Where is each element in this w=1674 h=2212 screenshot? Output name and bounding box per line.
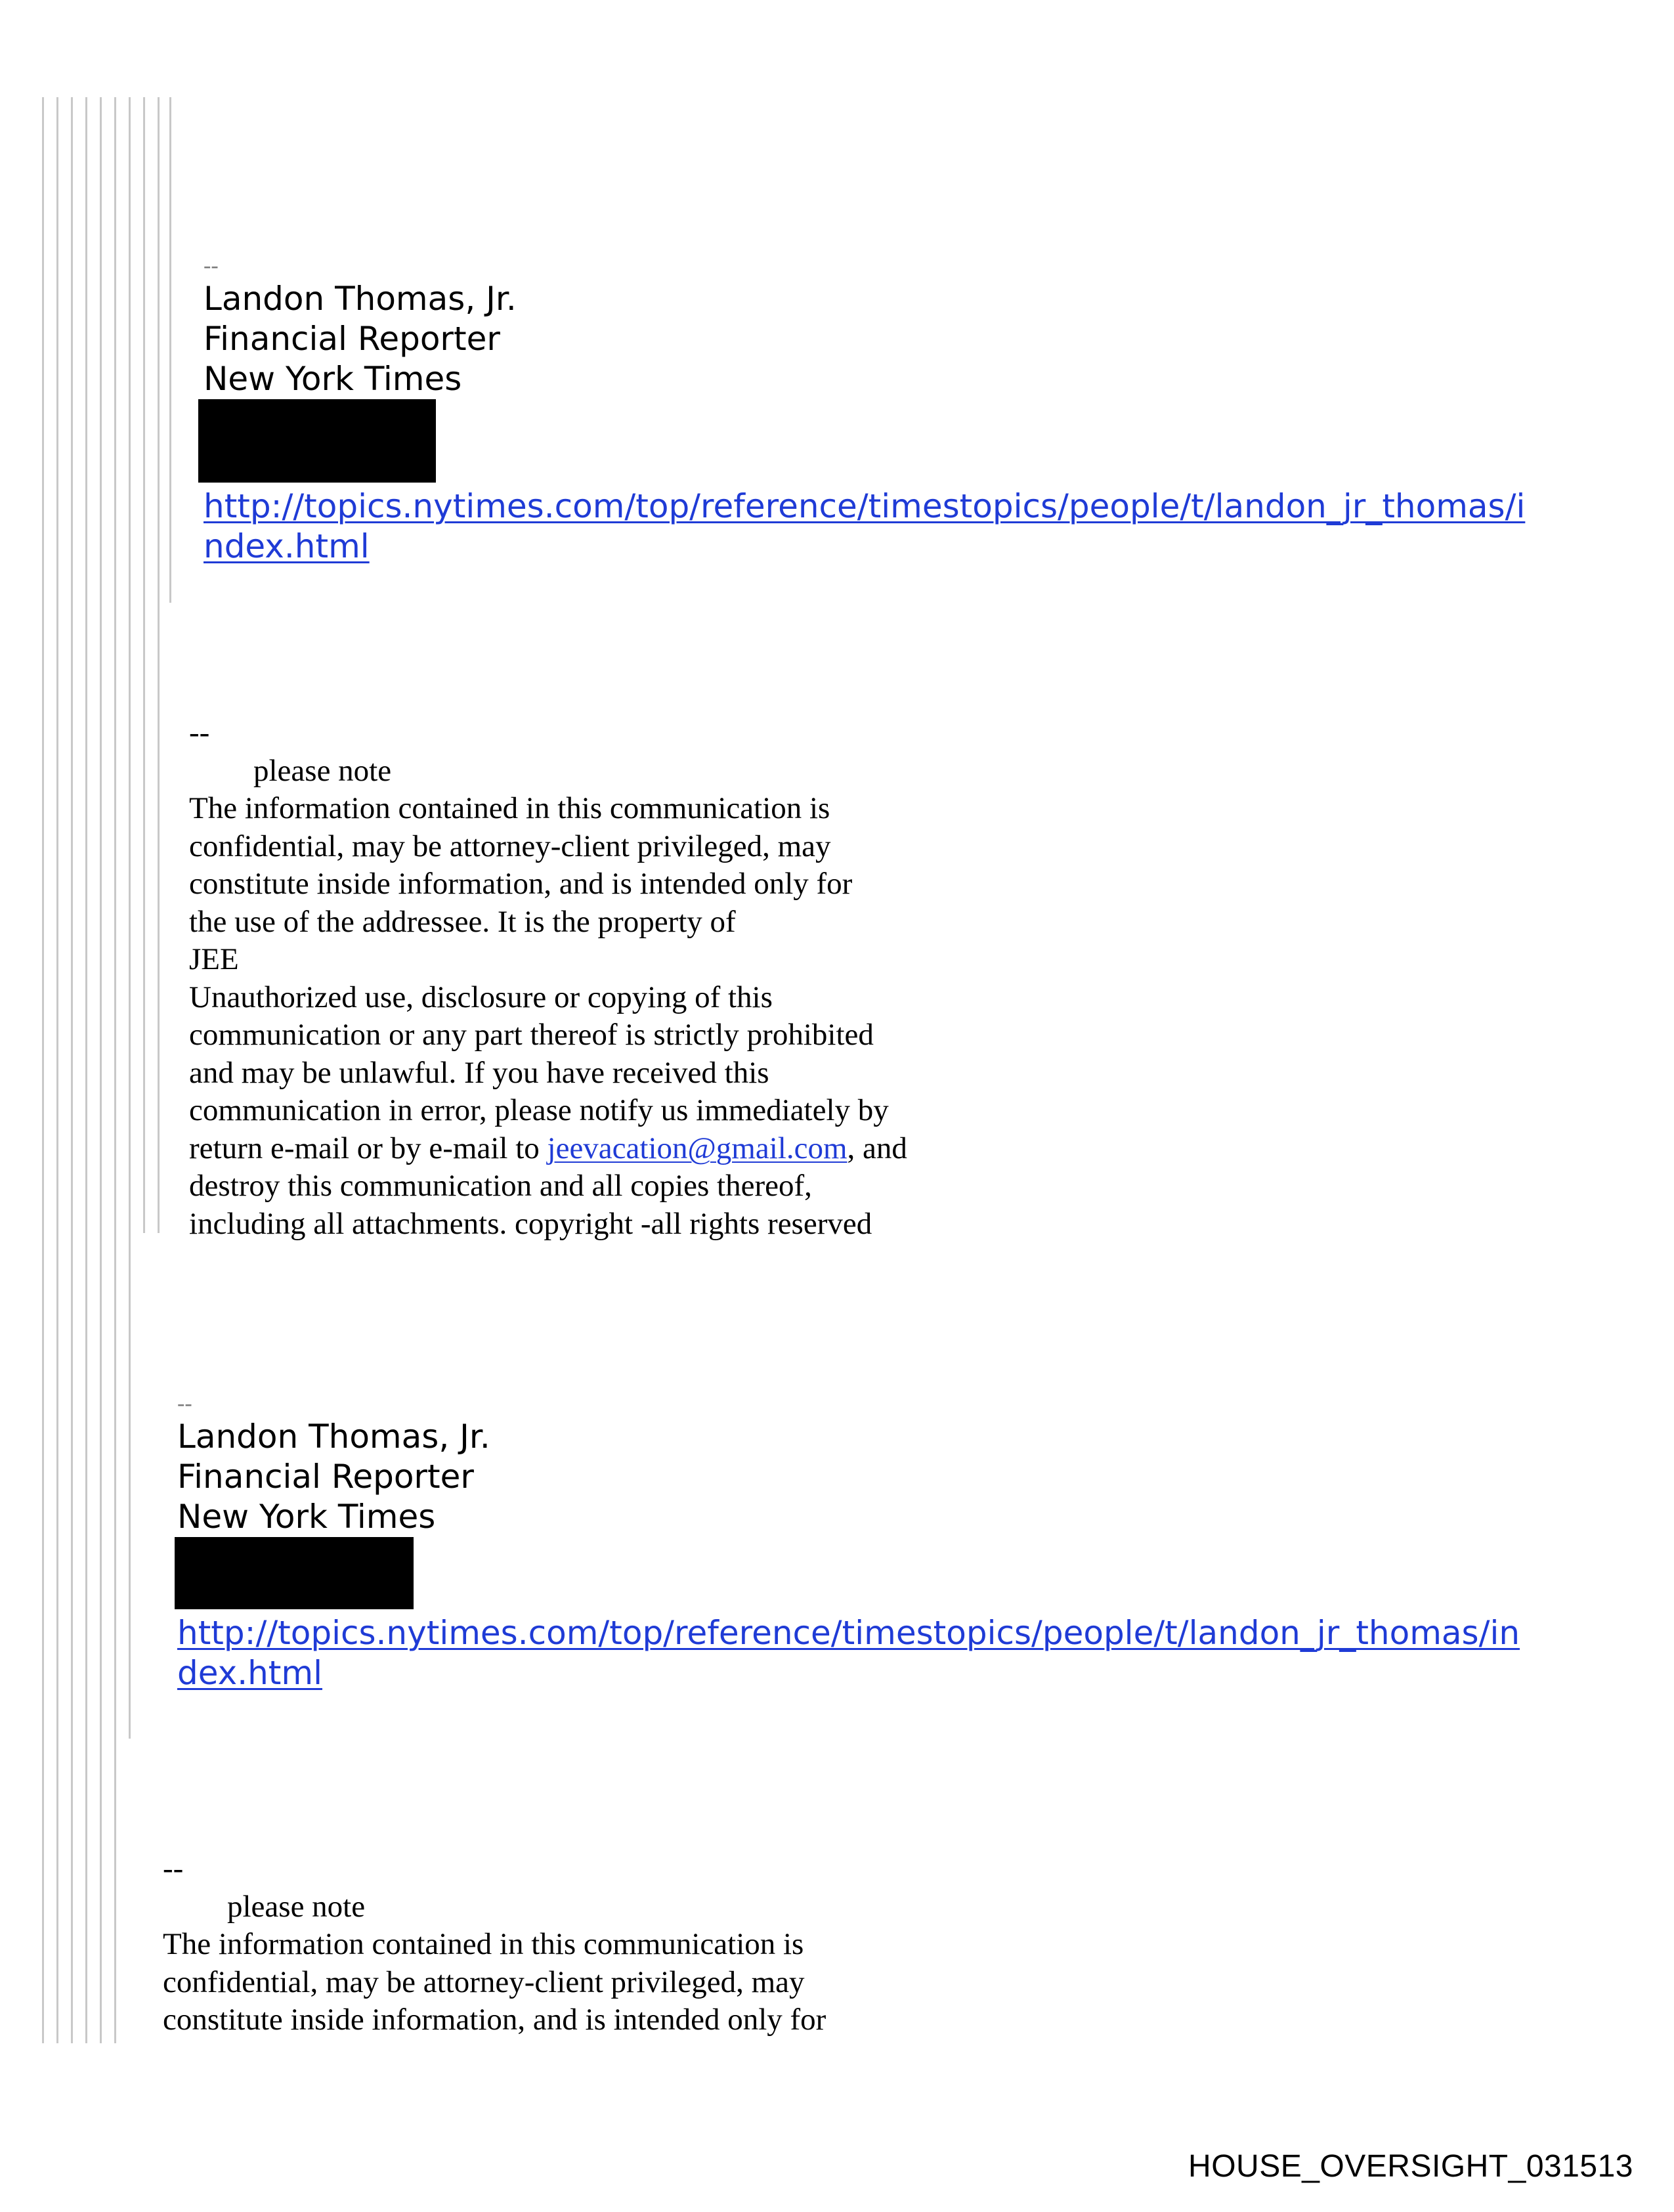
disclaimer-separator: -- (163, 1852, 184, 1886)
reporter-organization: New York Times (204, 360, 462, 398)
reporter-title: Financial Reporter (204, 320, 500, 358)
disclaimer-block (189, 714, 907, 1243)
profile-link[interactable] (177, 1613, 1520, 1693)
quote-line (42, 97, 44, 2043)
quote-line (71, 97, 73, 2043)
disclaimer-separator: -- (189, 716, 210, 750)
disclaimer-line: constitute inside information, and is intended only for (163, 2003, 826, 2037)
email-suffix: , and (847, 1131, 907, 1165)
disclaimer-line: destroy this communication and all copies thereof, (189, 1169, 812, 1203)
signature-block (204, 253, 1525, 567)
email-link[interactable]: jeevacation@gmail.com (547, 1131, 848, 1165)
quote-line (56, 97, 58, 2043)
profile-link-line-1: http://topics.nytimes.com/top/reference/timestopics/people/t/landon_jr_thomas/i (204, 487, 1526, 525)
reporter-title: Financial Reporter (177, 1458, 474, 1496)
signature-separator: -- (177, 1391, 192, 1416)
quote-line (169, 97, 171, 603)
signature-separator: -- (204, 253, 219, 278)
disclaimer-line: The information contained in this communication is (189, 791, 830, 825)
profile-link-line-2: dex.html (177, 1654, 322, 1692)
disclaimer-line: communication in error, please notify us immediately by (189, 1093, 889, 1127)
disclaimer-line: JEE (189, 942, 239, 976)
redaction-box (175, 1537, 414, 1609)
disclaimer-email-line (189, 1130, 907, 1168)
disclaimer-line: Unauthorized use, disclosure or copying of this (189, 980, 773, 1014)
quote-line (85, 97, 87, 2043)
disclaimer-line: and may be unlawful. If you have received this (189, 1055, 769, 1090)
disclaimer-line: The information contained in this communication is (163, 1927, 804, 1961)
disclaimer-line: the use of the addressee. It is the property of (189, 904, 736, 939)
email-prefix: return e-mail or by e-mail to (189, 1131, 547, 1165)
quote-line (129, 97, 131, 1739)
disclaimer-line: including all attachments. copyright -all rights reserved (189, 1206, 872, 1241)
redaction-box (198, 399, 436, 483)
reporter-name: Landon Thomas, Jr. (177, 1418, 490, 1456)
quote-line (158, 97, 160, 1233)
reporter-name: Landon Thomas, Jr. (204, 280, 517, 318)
profile-link[interactable] (204, 487, 1525, 567)
profile-link-line-2: ndex.html (204, 527, 370, 565)
disclaimer-block (163, 1850, 826, 2039)
quote-line (143, 97, 145, 1233)
quote-line (100, 97, 102, 2043)
bates-number: HOUSE_OVERSIGHT_031513 (1188, 2149, 1633, 2184)
disclaimer-line: confidential, may be attorney-client privileged, may (189, 829, 831, 863)
signature-block (177, 1391, 1520, 1693)
reporter-organization: New York Times (177, 1498, 436, 1536)
disclaimer-line: constitute inside information, and is intended only for (189, 867, 853, 901)
profile-link-line-1: http://topics.nytimes.com/top/reference/timestopics/people/t/landon_jr_thomas/in (177, 1614, 1520, 1652)
disclaimer-line: communication or any part thereof is strictly prohibited (189, 1018, 874, 1052)
disclaimer-heading: please note (227, 1889, 366, 1924)
disclaimer-heading: please note (253, 753, 392, 788)
quote-line (114, 97, 116, 2043)
disclaimer-line: confidential, may be attorney-client privileged, may (163, 1964, 805, 1999)
